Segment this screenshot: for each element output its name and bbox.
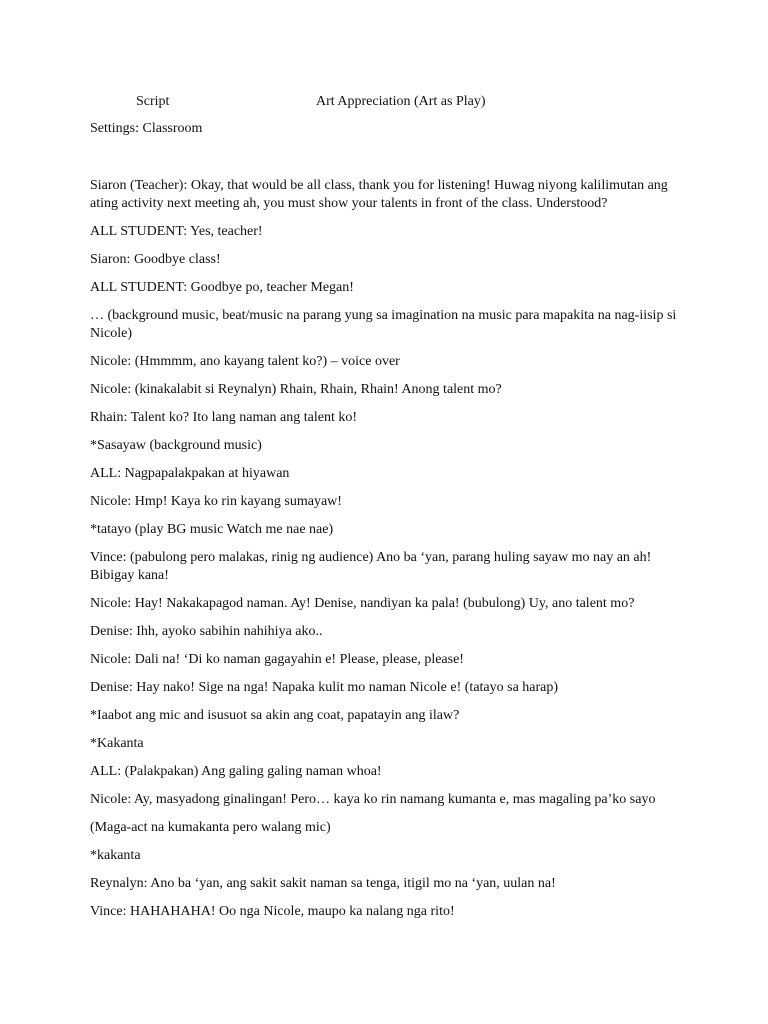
script-line: Nicole: Ay, masyadong ginalingan! Pero… kaya ko rin namang kumanta e, mas magaling pa’ko sayo — [90, 792, 656, 807]
script-line: ALL STUDENT: Goodbye po, teacher Megan! — [90, 280, 354, 295]
script-line: Nicole: (Hmmmm, ano kayang talent ko?) – voice over — [90, 354, 400, 369]
document-title: Art Appreciation (Art as Play) — [316, 94, 486, 109]
script-line: ALL STUDENT: Yes, teacher! — [90, 224, 263, 239]
script-line: *Iaabot ang mic and isusuot sa akin ang coat, papatayin ang ilaw? — [90, 708, 460, 723]
script-line: Nicole: Dali na! ‘Di ko naman gagayahin e! Please, please, please! — [90, 652, 464, 667]
document-header — [0, 93, 768, 111]
script-line: Vince: HAHAHAHA! Oo nga Nicole, maupo ka nalang nga rito! — [90, 904, 455, 919]
script-line: (Maga-act na kumakanta pero walang mic) — [90, 820, 331, 835]
script-line: Siaron (Teacher): Okay, that would be all class, thank you for listening! Huwag niyong kalilimutan ang ating activity next meeting ah, you must show your talents in front of the class. Understood? — [90, 178, 668, 211]
script-line: … (background music, beat/music na parang yung sa imagination na music para mapakita na nag-iisip si Nicole) — [90, 308, 677, 341]
script-label: Script — [136, 94, 170, 109]
script-line: Rhain: Talent ko? Ito lang naman ang talent ko! — [90, 410, 358, 425]
script-line: Nicole: Hay! Nakakapagod naman. Ay! Denise, nandiyan ka pala! (bubulong) Uy, ano talent mo? — [90, 596, 635, 611]
script-line: *kakanta — [90, 848, 141, 863]
script-line: Vince: (pabulong pero malakas, rinig ng audience) Ano ba ‘yan, parang huling sayaw mo nay an ah! Bibigay kana! — [90, 550, 652, 583]
script-line: ALL: Nagpapalakpakan at hiyawan — [90, 466, 290, 481]
settings-line: Settings: Classroom — [90, 121, 203, 136]
script-line: ALL: (Palakpakan) Ang galing galing naman whoa! — [90, 764, 382, 779]
script-line: *tatayo (play BG music Watch me nae nae) — [90, 522, 334, 537]
script-lines — [90, 177, 690, 931]
script-line: Siaron: Goodbye class! — [90, 252, 221, 267]
script-line: *Sasayaw (background music) — [90, 438, 262, 453]
script-line: Reynalyn: Ano ba ‘yan, ang sakit sakit naman sa tenga, itigil mo na ‘yan, uulan na! — [90, 876, 556, 891]
script-line: *Kakanta — [90, 736, 144, 751]
script-line: Nicole: (kinakalabit si Reynalyn) Rhain, Rhain, Rhain! Anong talent mo? — [90, 382, 502, 397]
script-line: Denise: Hay nako! Sige na nga! Napaka kulit mo naman Nicole e! (tatayo sa harap) — [90, 680, 559, 695]
script-line: Nicole: Hmp! Kaya ko rin kayang sumayaw! — [90, 494, 342, 509]
script-line: Denise: Ihh, ayoko sabihin nahihiya ako.. — [90, 624, 323, 639]
